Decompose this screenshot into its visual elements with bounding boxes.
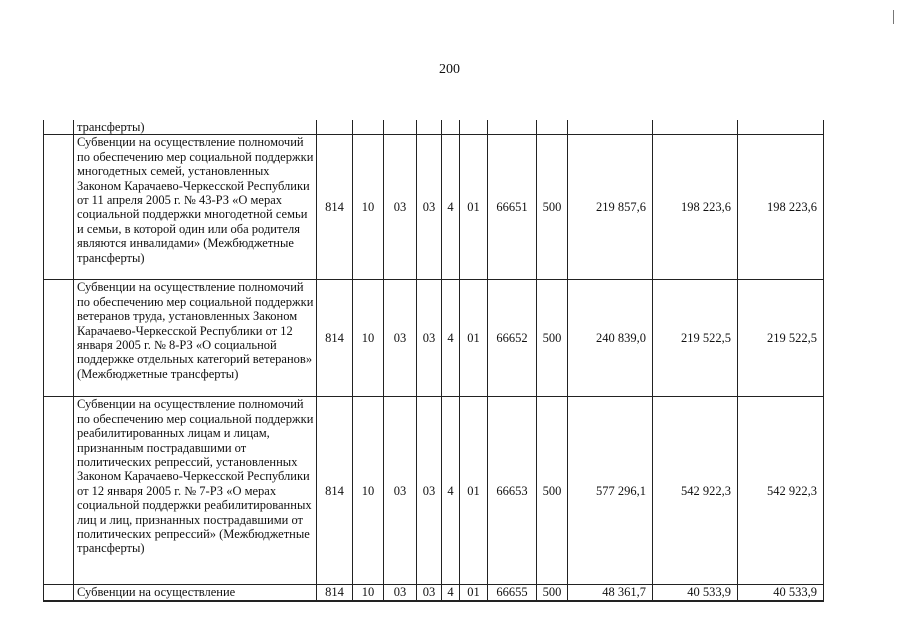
ministry-code-cell: 814 — [317, 397, 353, 585]
ministry-code-cell — [317, 120, 353, 135]
blank-cell — [44, 120, 74, 135]
target-article-cell-2 — [442, 120, 460, 135]
expense-type-cell — [537, 120, 568, 135]
subsection-cell: 03 — [384, 280, 417, 397]
description-cell: Субвенции на осуществление полномочий по обеспечению мер социальной поддержки ветеранов труда, установленных Законом Карачаево-Черкесской Республики от 12 января 2005 г. № 8-РЗ «О социальной поддержке отдельных категорий ветеранов» (Межбюджетные трансферты) — [74, 280, 317, 397]
table-row — [44, 397, 824, 585]
sum-year2-cell: 198 223,6 — [653, 135, 738, 280]
target-article-cell-4 — [488, 120, 537, 135]
target-article-cell-3 — [460, 120, 488, 135]
section-cell — [353, 120, 384, 135]
sum-year1-cell: 577 296,1 — [568, 397, 653, 585]
table-row — [44, 585, 824, 601]
blank-cell — [44, 135, 74, 280]
section-cell: 10 — [353, 585, 384, 601]
description-cell: Субвенции на осуществление — [74, 585, 317, 601]
sum-year2-cell: 542 922,3 — [653, 397, 738, 585]
description-cell: Субвенции на осуществление полномочий по обеспечению мер социальной поддержки реабилитированных лицам и лицам, признанным пострадавшими от политических репрессий, установленных Законом Карачаево-Черкесской Республики от 12 января 2005 г. № 7-РЗ «О мерах социальной поддержки реабилитированных лиц и лиц, признанных пострадавшими от политических репрессий» (Межбюджетные трансферты) — [74, 397, 317, 585]
target-article-cell-3: 01 — [460, 135, 488, 280]
target-article-cell-4: 66653 — [488, 397, 537, 585]
section-cell: 10 — [353, 280, 384, 397]
blank-cell — [44, 585, 74, 601]
sum-year2-cell: 219 522,5 — [653, 280, 738, 397]
subsection-cell: 03 — [384, 135, 417, 280]
target-article-cell-3: 01 — [460, 397, 488, 585]
section-cell: 10 — [353, 397, 384, 585]
ministry-code-cell: 814 — [317, 280, 353, 397]
target-article-cell-2: 4 — [442, 280, 460, 397]
target-article-cell-4: 66655 — [488, 585, 537, 601]
sum-year1-cell — [568, 120, 653, 135]
description-cell: трансферты) — [74, 120, 317, 135]
subsection-cell — [384, 120, 417, 135]
expense-type-cell: 500 — [537, 280, 568, 397]
blank-cell — [44, 280, 74, 397]
blank-cell — [44, 397, 74, 585]
budget-table — [43, 120, 824, 602]
target-article-cell-2: 4 — [442, 397, 460, 585]
section-cell: 10 — [353, 135, 384, 280]
target-article-cell-1 — [417, 120, 442, 135]
sum-year3-cell: 542 922,3 — [738, 397, 824, 585]
target-article-cell-4: 66652 — [488, 280, 537, 397]
sum-year3-cell — [738, 120, 824, 135]
table-row — [44, 135, 824, 280]
table-row — [44, 120, 824, 135]
sum-year3-cell: 198 223,6 — [738, 135, 824, 280]
sum-year2-cell: 40 533,9 — [653, 585, 738, 601]
subsection-cell: 03 — [384, 585, 417, 601]
expense-type-cell: 500 — [537, 585, 568, 601]
target-article-cell-4: 66651 — [488, 135, 537, 280]
sum-year2-cell — [653, 120, 738, 135]
ministry-code-cell: 814 — [317, 585, 353, 601]
target-article-cell-2: 4 — [442, 135, 460, 280]
target-article-cell-1: 03 — [417, 397, 442, 585]
sum-year3-cell: 219 522,5 — [738, 280, 824, 397]
target-article-cell-1: 03 — [417, 585, 442, 601]
target-article-cell-3: 01 — [460, 280, 488, 397]
target-article-cell-1: 03 — [417, 135, 442, 280]
table-row — [44, 280, 824, 397]
target-article-cell-3: 01 — [460, 585, 488, 601]
target-article-cell-1: 03 — [417, 280, 442, 397]
target-article-cell-2: 4 — [442, 585, 460, 601]
expense-type-cell: 500 — [537, 397, 568, 585]
ministry-code-cell: 814 — [317, 135, 353, 280]
sum-year1-cell: 48 361,7 — [568, 585, 653, 601]
expense-type-cell: 500 — [537, 135, 568, 280]
scan-edge-mark — [893, 10, 894, 24]
sum-year3-cell: 40 533,9 — [738, 585, 824, 601]
sum-year1-cell: 240 839,0 — [568, 280, 653, 397]
sum-year1-cell: 219 857,6 — [568, 135, 653, 280]
subsection-cell: 03 — [384, 397, 417, 585]
page-number: 200 — [439, 62, 460, 77]
description-cell: Субвенции на осуществление полномочий по обеспечению мер социальной поддержки многодетных семей, установленных Законом Карачаево-Черкесской Республики от 11 апреля 2005 г. № 43-РЗ «О мерах социальной поддержки многодетной семьи и семьи, в которой один или оба родителя являются инвалидами» (Межбюджетные трансферты) — [74, 135, 317, 280]
